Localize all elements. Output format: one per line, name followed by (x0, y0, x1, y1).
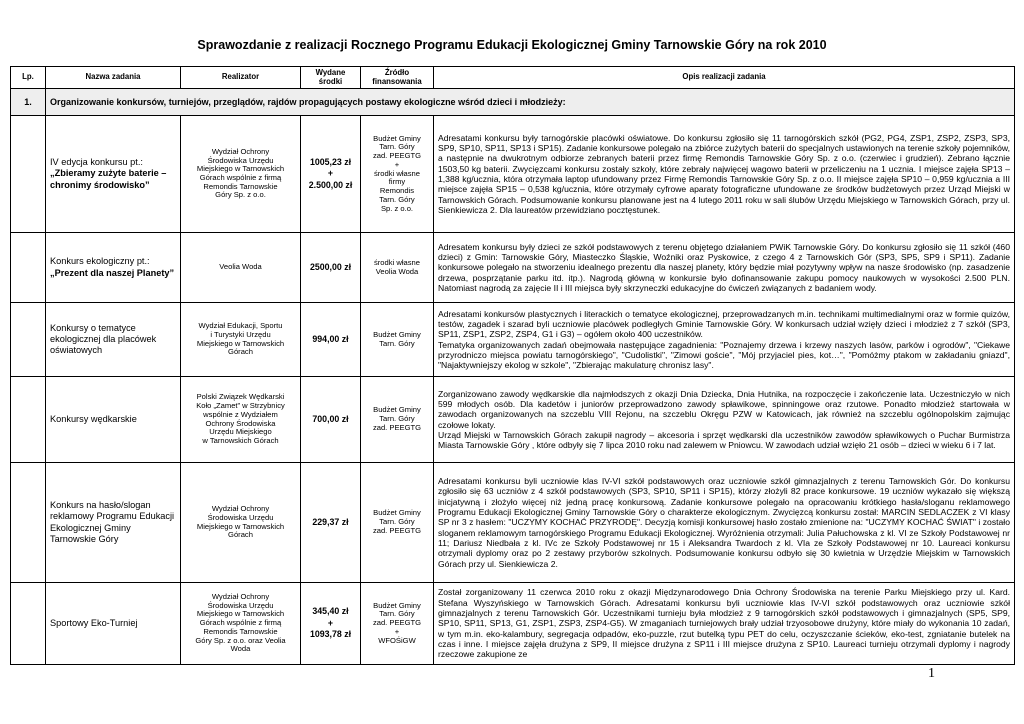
spent-line: 2500,00 zł (309, 261, 352, 272)
realizer-line: Wydział Ochrony (211, 146, 270, 156)
task-name (46, 233, 181, 303)
source-line: WFOŚiGW (378, 635, 416, 645)
task-name-plain: IV edycja konkursu pt.: (50, 157, 143, 168)
table-row (11, 116, 1015, 233)
lp-cell (11, 583, 46, 665)
realizer-line: wspólnie z Wydziałem (203, 409, 278, 419)
description-paragraph: Został zorganizowany 11 czerwca 2010 roku z okazji Międzynarodowego Dnia Ochrony Środowiska na terenie Parku Miejskiego przy ul. Kard. Stefana Wyszyńskiego w Tarnowskich Górach. Adresatami konkursu byli uczniowie klas IV-VI szkół podstawowych oraz uczniowie szkół gimnazjalnych z terenu Tarnowskich Gór. Uczestnikami turnieju była młodzież z 9 tarnogórskich szkół podstawowych i gimnazjalnych (SP5, SP9, SP10, SP11, SP13, G1, ZSP1, ZSP3, ZSP4-G5). W zmaganiach turniejowych brały udział trzyosobowe drużyny, które miały do wykonania 10 zadań, w tym m.in. eko-kalambury, segregacja odpadów, eko-puzzle, rzut butelką typu PET do celu, oczyszczanie ścieków, eko-test, zgniatanie butelek na czas i inne. I miejsce zajęła drużyna z SP9, II miejsce drużyna z SP11 i III miejsce drużyna z SP10. Laureaci turnieju otrzymali dyplomy i nagrody rzeczowe zakupione ze (438, 587, 1010, 660)
realizer-line: Miejskiego w Tarnowskich (196, 164, 285, 174)
realizer-line: Górach (228, 530, 253, 540)
lp-cell (11, 233, 46, 303)
task-name (46, 583, 181, 665)
table-row (11, 583, 1015, 665)
spent-cell (301, 463, 361, 583)
lp-cell (11, 116, 46, 233)
task-name (46, 116, 181, 233)
source-line: + (394, 159, 400, 169)
description-paragraph: Adresatami konkursu były tarnogórskie placówki oświatowe. Do konkursu zgłosiło się 11 tarnogórskich szkół (PG2, PG4, ZSP1, ZSP2, ZSP3, SP3, SP9, SP10, SP11, SP13 i SP15). Zadanie konkursowe polegało na zbiórce zużytych baterii do specjalnych ustawionych na terenie szkoły pojemników, a następnie na dwukrotnym odbiorze zebranych baterii przez firmę Remondis Tarnowskie Góry Sp. z o.o. (czerwiec i grudzień). Zebrano łącznie 1503,50 kg baterii. Zwycięzcami konkursu zostały szkoły, które zebrały najwięcej wagowo baterii w przeliczeniu na 1 ucznia. I miejsce zajęła SP13 – 1,388 kg/ucznia, która otrzymała laptop ufundowany przez Firmę Remondis Tarnowskie Góry Sp. z o.o. II miejsce zajęła SP10 – 0,959 kg/ucznia a III miejsce zajęła SP15 – 0,538 kg/ucznia, które otrzymały cyfrowe aparaty fotograficzne ufundowane ze środków budżetowych przez Urząd Miejski w Tarnowskich Górach. Podsumowanie konkursu planowane jest na 4 lutego 2011 roku w sali ślubów Urzędu Miejskiego w Tarnowskich Górach, przy ul. Sienkiewicza 2. Dla laureatów przewidziano pocztęstunek. (438, 132, 1010, 215)
spent-line: 1093,78 zł (309, 629, 352, 640)
source-line: zad. PEEGTG (372, 525, 422, 535)
realizer-line: Polski Związek Wędkarski (196, 392, 285, 402)
realizer-line: Urzędu Miejskiego (209, 427, 272, 437)
task-name (46, 303, 181, 377)
header-source-line: finansowania (372, 76, 422, 86)
realizer-line: Remondis Tarnowskie (203, 181, 278, 191)
table-row (11, 377, 1015, 463)
table-row (11, 233, 1015, 303)
realizer-line: Środowiska Urzędu (207, 512, 274, 522)
source-line: Tarn. Góry (379, 194, 415, 204)
realizer-line: Miejskiego w Tarnowskich (196, 338, 285, 348)
task-name (46, 463, 181, 583)
section-row (11, 89, 1015, 116)
spent-line: + (327, 617, 334, 628)
spent-cell (301, 116, 361, 233)
realizer-line: Veolia Woda (219, 262, 262, 272)
document-title: Sprawozdanie z realizacji Rocznego Programu Edukacji Ekologicznej Gminy Tarnowskie Góry na rok 2010 (197, 38, 827, 52)
description-paragraph: Tematyka organizowanych zadań obejmowała następujące zagadnienia: "Poznajemy drzewa i krzewy naszych lasów, parków i ogrodów", "Ciekawe przyrodniczo miejsca powiatu tarnogórskiego", "Cudolistki", "Zimowi goście", "Mój przyjaciel pies, kot…", "Pomóżmy ptakom w zakładaniu gniazd", "Najaktywniejszy ekolog w szkole", "Zbierając makulaturę chronisz lasy". (438, 339, 1010, 371)
description-paragraph: Adresatem konkursu były dzieci ze szkół podstawowych z terenu objętego działaniem PWiK Tarnowskie Góry. Do konkursu zgłosiło się 11 szkół (460 dzieci) z Gmin: Tarnowskie Góry, Miasteczko Śląskie, Woźniki oraz Pyskowice, z czego 4 z Tarnowskich Gór (SP3, SP5, SP9 i SP11). Zadanie konkursowe polegało na stworzeniu idealnego prezentu dla naszej planety, który będzie miał pozytywny wpływ na nasze środowisko (np. zasadzenie drzewa, posprzątanie parku itd. itp.). Nagrodą główną w konkursie było dofinansowanie zakupu pomocy naukowych w wysokości 2.500 PLN. Natomiast nagrodą za zajęcie II i III miejsca były skrzyneczki edukacyjne do ćwiczeń związanych z badaniem wody. (438, 241, 1010, 293)
spent-cell (301, 233, 361, 303)
table-row (11, 303, 1015, 377)
page-number: 1 (928, 666, 935, 681)
task-name-plain: Konkurs na hasło/slogan reklamowy Programu Edukacji Ekologicznej Gminy Tarnowskie Góry (50, 500, 175, 544)
realizer-line: Górach (228, 347, 253, 357)
source-cell (361, 116, 434, 233)
source-cell (361, 377, 434, 463)
description-cell (434, 377, 1015, 463)
description-paragraph: Adresatami konkursów plastycznych i literackich o tematyce ekologicznej, przeprowadzanych m.in. technikami multimedialnymi oraz w formie quizów, testów, zagadek i szarad byli uczniowie placówek podległych Gminie Tarnowskie Góry. W konkursach udział wzięły dzieci i młodzież z 7 szkół (SP3, SP11, ZSP1, ZSP2, ZSP4, G1 i G3) – ogółem około 400 uczestników. (438, 308, 1010, 340)
header-lp: Lp. (11, 67, 46, 89)
source-line: Tarn. Góry (379, 517, 415, 527)
realizer-line: Góry Sp. z o.o. (215, 190, 266, 200)
task-name (46, 377, 181, 463)
source-line: środki własne (373, 168, 420, 178)
source-line: zad. PEEGTG (372, 422, 422, 432)
realizer-line: Środowiska Urzędu (207, 155, 274, 165)
table-row (11, 463, 1015, 583)
header-row (11, 67, 1015, 89)
realizer-cell (181, 583, 301, 665)
source-line: zad. PEEGTG (372, 618, 422, 628)
header-name: Nazwa zadania (46, 67, 181, 89)
spent-cell (301, 303, 361, 377)
task-name-plain: Konkursy wędkarskie (50, 413, 137, 424)
realizer-line: Górach wspólnie z firmą (199, 173, 282, 182)
task-name-plain: Sportowy Eko-Turniej (50, 617, 138, 628)
spent-cell (301, 377, 361, 463)
header-spent-line: Wydane (315, 67, 346, 77)
realizer-cell (181, 463, 301, 583)
source-line: Budżet Gminy (373, 600, 421, 610)
section-number: 1. (11, 89, 46, 116)
realizer-cell (181, 233, 301, 303)
task-name-plain: Konkursy o tematyce ekologicznej dla placówek oświatowych (50, 322, 157, 356)
realizer-line: Wydział Ochrony (211, 591, 270, 601)
spent-line: 345,40 zł (312, 606, 349, 617)
source-line: Budżet Gminy (373, 329, 421, 339)
realizer-line: Górach wspólnie z firmą (199, 618, 282, 628)
source-line: Veolia Woda (375, 266, 419, 276)
realizer-cell (181, 116, 301, 233)
source-line: Tarn. Góry (379, 338, 415, 348)
realizer-line: Woda (230, 644, 251, 654)
source-cell (361, 583, 434, 665)
source-line: zad. PEEGTG (372, 151, 422, 161)
report-table (10, 66, 1015, 665)
source-line: firmy (388, 177, 406, 187)
realizer-cell (181, 303, 301, 377)
source-line: Budżet Gminy (373, 405, 421, 415)
realizer-line: Środowiska Urzędu (207, 600, 274, 610)
lp-cell (11, 463, 46, 583)
header-realizer: Realizator (181, 67, 301, 89)
lp-cell (11, 377, 46, 463)
description-paragraph: Adresatami konkursu byli uczniowie klas IV-VI szkół podstawowych oraz uczniowie szkół gimnazjalnych z terenu Tarnowskich Gór. Do konkursu zgłosiło się 63 uczniów z 4 szkół podstawowych (SP3, SP10, SP11 i SP15), którzy złożyli 82 prace konkursowe. 19 uczniów wykazało się większą inicjatywną i złożyło więcej niż jedną pracę konkursową. Zadanie konkursowe polegało na opracowaniu krótkiego hasła/sloganu reklamowego Programu Edukacji Ekologicznej Gminy Tarnowskie Góry o charakterze ekologicznym. Zwycięzcą konkursu został: MARCIN SEDLACZEK z VI klasy SP nr 3 z hasłem: "UCZYMY KOCHAĆ PRZYRODĘ". Decyzją komisji konkursowej hasło zostało zmienione na: "UCZYMY KOCHAĆ ŚWIAT" i zostało sloganem reklamowym tarnogórskiego Programu Edukacji Ekologicznej. Wyróżnienia otrzymali: Julia Pałuchowska z kl. VI ze Szkoły Podstawowej nr 11; Dariusz Niedbała z kl. IVc ze Szkoły Podstawowej nr 15 i Aleksandra Twardoch z kl. VIa ze Szkoły Podstawowej nr 10. Laureaci konkursu otrzymali dyplomy oraz po 2 zestawy przyborów szkolnych. Podsumowanie konkursu odbyło się 30 kwietnia w Urzędzie Miejskim w Tarnowskich Górach przy ul. Sienkiewicza 2. (438, 476, 1010, 569)
realizer-line: Koło „Zamet” w Strzybnicy (196, 401, 285, 411)
description-cell (434, 303, 1015, 377)
realizer-line: w Tarnowskich Górach (202, 435, 279, 445)
header-source-line: Źródło (384, 67, 410, 77)
source-cell (361, 303, 434, 377)
spent-line: 2.500,00 zł (308, 179, 353, 190)
source-line: Remondis (379, 186, 415, 196)
spent-line: 700,00 zł (312, 413, 349, 424)
description-cell (434, 116, 1015, 233)
header-spent (301, 67, 361, 89)
realizer-line: Ochrony Środowiska (205, 418, 276, 428)
realizer-line: Miejskiego w Tarnowskich (196, 521, 285, 531)
source-line: Budżet Gminy (373, 508, 421, 518)
description-cell (434, 463, 1015, 583)
realizer-line: Remondis Tarnowskie (203, 626, 278, 636)
realizer-cell (181, 377, 301, 463)
realizer-line: Wydział Edukacji, Sportu (198, 321, 283, 331)
task-name-bold: „Zbieramy zużyte baterie – chronimy środowisko” (50, 168, 167, 190)
description-paragraph: Zorganizowano zawody wędkarskie dla najmłodszych z okazji Dnia Dziecka, Dnia Hutnika, na rozpoczęcie i zakończenie lata. Uczestniczyło w nich 599 młodych osób. Dla kadetów i juniorów przeprowadzono zawody spławikowe, spinningowe oraz rzutowe. Ponadto młodzież startowała w zawodach organizowanych na szczeblu VIII Rejonu, na szczeblu Okręgu PZW w Katowicach, jak również na szczeblu ogólnopolskim zajmując czołowe lokaty. (438, 388, 1010, 430)
task-name-bold: „Prezent dla naszej Planety” (50, 267, 175, 278)
realizer-line: Wydział Ochrony (211, 504, 270, 514)
description-paragraph: Urząd Miejski w Tarnowskich Górach zakupił nagrody – akcesoria i sprzęt wędkarski dla uczestników zawodów spławikowych o Puchar Burmistrza Miasta Tarnowskie Góry , które odbyły się 7 lipca 2010 roku nad zalewem w Pniowcu. W zawodach udział wzięło 21 osób – dzieci w wieku 6 i 7 lat. (438, 429, 1010, 451)
section-title: Organizowanie konkursów, turniejów, przeglądów, rajdów propagujących postawy ekologiczne wśród dzieci i młodzieży: (46, 89, 1015, 116)
realizer-line: Góry Sp. z o.o. oraz Veolia (195, 635, 286, 645)
spent-cell (301, 583, 361, 665)
spent-line: 229,37 zł (312, 516, 349, 527)
realizer-line: i Turystyki Urzędu (210, 329, 271, 339)
source-line: Sp. z o.o. (380, 203, 414, 213)
spent-line: + (327, 168, 334, 179)
source-line: Tarn. Góry (379, 609, 415, 619)
description-cell (434, 583, 1015, 665)
spent-line: 994,00 zł (312, 333, 349, 344)
source-line: Tarn. Góry (379, 142, 415, 152)
task-name-plain: Konkurs ekologiczny pt.: (50, 256, 150, 267)
source-line: środki własne (373, 257, 420, 267)
source-cell (361, 233, 434, 303)
source-line: Tarn. Góry (379, 414, 415, 424)
header-desc: Opis realizacji zadania (434, 67, 1015, 89)
header-spent-line: środki (318, 76, 343, 86)
realizer-line: Miejskiego w Tarnowskich (196, 609, 285, 619)
lp-cell (11, 303, 46, 377)
source-line: + (394, 626, 400, 636)
description-cell (434, 233, 1015, 303)
header-source (361, 67, 434, 89)
source-line: Budżet Gminy (373, 133, 421, 143)
source-cell (361, 463, 434, 583)
spent-line: 1005,23 zł (309, 156, 352, 167)
